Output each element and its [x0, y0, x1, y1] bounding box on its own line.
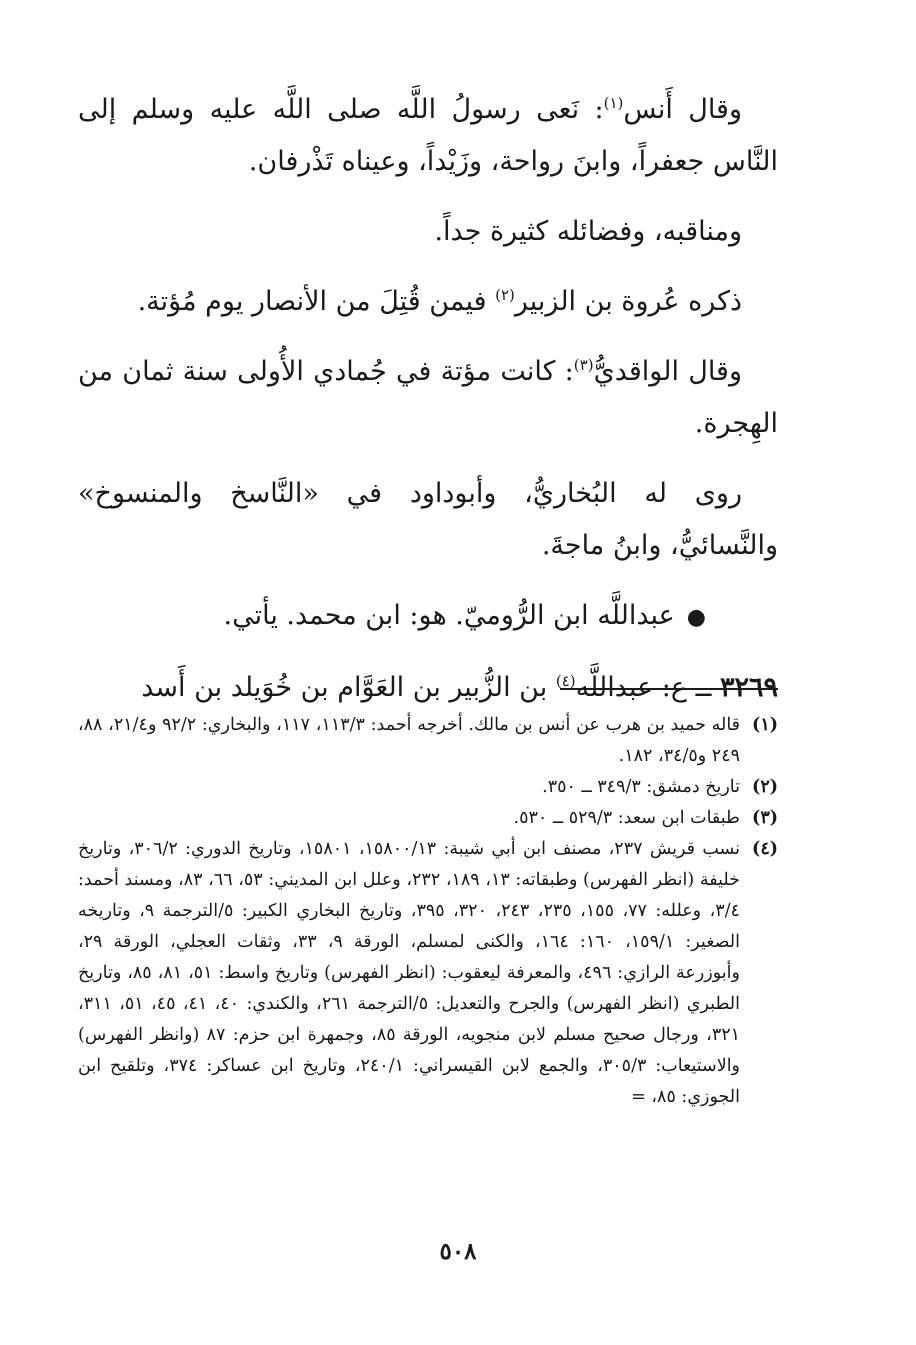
- text-run: عبداللَّه: [575, 672, 654, 703]
- text-run: فيمن قُتِلَ من الأنصار يوم مُؤتة.: [137, 286, 496, 317]
- footnote-4: [78, 834, 778, 1113]
- footnote-2: [78, 772, 778, 803]
- text-run: وقال أَنس: [623, 94, 743, 125]
- bullet-paragraph: [78, 590, 778, 644]
- page: [78, 84, 778, 1324]
- footnote-number: (٤): [752, 839, 778, 859]
- footnotes: [78, 710, 778, 1113]
- main-text: [78, 84, 778, 714]
- footnote-ref-4[interactable]: (٤): [555, 672, 576, 690]
- footnote-text: طبقات ابن سعد: ٥٢٩/٣ ــ ٥٣٠.: [513, 808, 740, 828]
- footnote-divider: [560, 688, 778, 690]
- paragraph-2: ومناقبه، وفضائله كثيرة جداً.: [434, 216, 742, 247]
- footnote-number: (٢): [752, 777, 778, 797]
- text-run: عبداللَّه ابن الرُّوميّ. هو: ابن محمد. يأتي.: [223, 600, 675, 631]
- paragraph-5: روى له البُخاريُّ، وأبوداود في «النَّاسخ والمنسوخ» والنَّسائيُّ، وابنُ ماجةَ.: [78, 478, 778, 561]
- paragraph-3: [78, 276, 778, 328]
- paragraph-1: [78, 84, 778, 188]
- footnote-number: (١): [752, 715, 778, 735]
- entry-number: ٣٢٦٩: [719, 672, 778, 703]
- page-number: ٥٠٨: [439, 1238, 477, 1265]
- footnote-ref-3[interactable]: (٣): [573, 356, 594, 374]
- footnote-text: تاريخ دمشق: ٣٤٩/٣ ــ ٣٥٠.: [542, 777, 740, 797]
- footnote-ref-1[interactable]: (١): [603, 94, 624, 112]
- text-run: : نَعى رسولُ اللَّه صلى اللَّه عليه وسلم إلى النَّاس جعفراً، وابنَ رواحة، وزَيْداً، وعيناه تَذْرفان.: [78, 94, 778, 177]
- entry-code: ــ ع:: [653, 672, 720, 703]
- footnote-3: [78, 803, 778, 834]
- text-run: بن الزُّبير بن العَوَّام بن خُوَيلد بن أَسد: [141, 672, 556, 703]
- text-run: ذكره عُروة بن الزبير: [514, 286, 742, 317]
- footnote-number: (٣): [752, 808, 778, 828]
- paragraph-4: [78, 346, 778, 450]
- footnote-1: [78, 710, 778, 772]
- text-run: وقال الواقديُّ: [593, 356, 742, 387]
- footnote-text: قاله حميد بن هرب عن أنس بن مالك. أخرجه أحمد: ١١٣/٣، ١١٧، والبخاري: ٩٢/٢ و٢١/٤، ٨٨، ٢٤٩ و٣٤/٥، ١٨٢.: [78, 715, 741, 766]
- footnote-text: نسب قريش ٢٣٧، مصنف ابن أبي شيبة: ١٥٨٠٠/١٣، ١٥٨٠١، وتاريخ الدوري: ٣٠٦/٢، وتاريخ خليفة (انظر الفهرس) وطبقاته: ١٣، ١٨٩، ٢٣٢، وعلل ابن المديني: ٥٣، ٦٦، ٨٣، ومسند أحمد: ٣/٤، وعلله: ٧٧، ١٥٥، ٢٣٥، ٢٤٣، ٣٢٠، ٣٩٥، وتاريخ البخاري الكبير: ٥/الترجمة ٩، وتاريخه الصغير: ١٥٩/١، ١٦٠: ١٦٤، والكنى لمسلم، الورقة ٩، ٣٣، وثقات العجلي، الورقة ٢٩، وأبوزرعة الرازي: ٤٩٦، والمعرفة ليعقوب: (انظر الفهرس) وتاريخ واسط: ٥١، ٨١، ٨٥، وتاريخ الطبري (انظر الفهرس) والجرح والتعديل: ٥/الترجمة ٢٦١، والكندي: ٤٠، ٤١، ٤٥، ٥١، ٣١١، ٣٢١، ورجال صحيح مسلم لابن منجويه، الورقة ٨٥، وجمهرة ابن حزم: ٨٧ (وانظر الفهرس) والاستيعاب: ٣٠٥/٣، والجمع لابن القيسراني: ٢٤٠/١، وتاريخ ابن عساكر: ٣٧٤، وتلقيح ابن الجوزي: ٨٥، =: [78, 839, 741, 1107]
- footnote-ref-2[interactable]: (٢): [495, 286, 515, 304]
- text-run: : كانت مؤتة في جُمادي الأُولى سنة ثمان من الهِجرة.: [78, 356, 778, 439]
- bullet-icon: ●: [686, 605, 706, 630]
